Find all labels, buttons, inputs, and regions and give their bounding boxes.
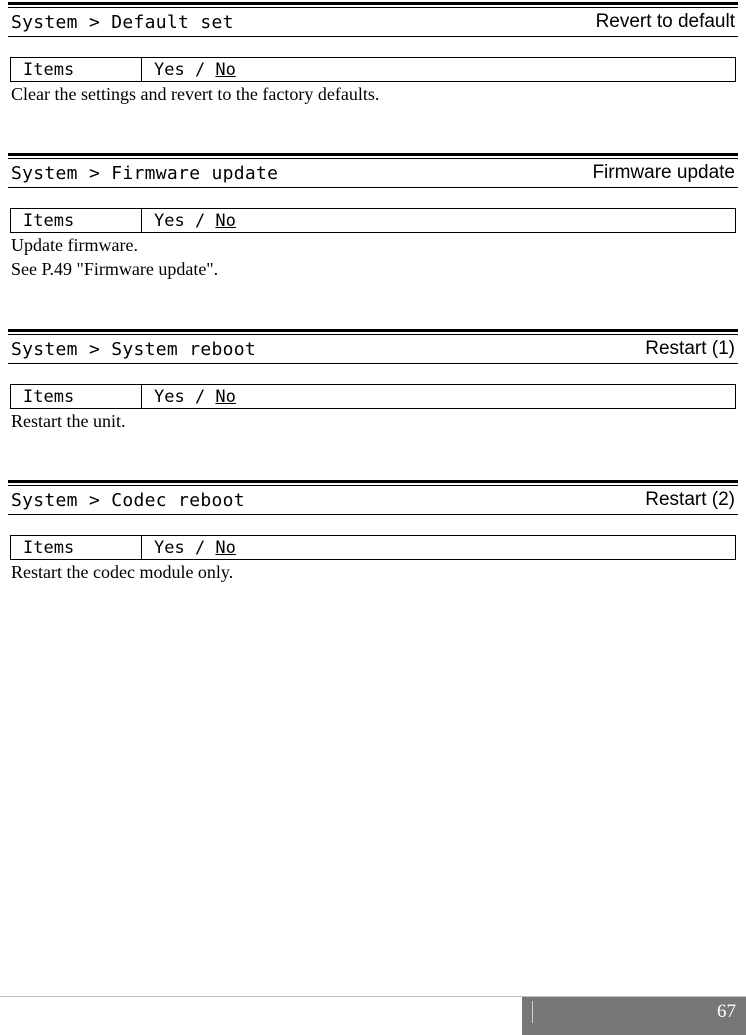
section-system-reboot <box>8 329 738 433</box>
items-value <box>142 209 736 233</box>
menu-path: System > Codec reboot <box>11 490 245 511</box>
items-table <box>10 208 736 233</box>
section-codec-reboot <box>8 480 738 584</box>
section-title: Revert to default <box>595 11 735 32</box>
items-label: Items <box>11 58 142 82</box>
items-value <box>142 58 736 82</box>
menu-path: System > Firmware update <box>11 163 279 184</box>
table-row <box>11 58 736 82</box>
items-label: Items <box>11 209 142 233</box>
section-header <box>8 486 738 515</box>
section-header <box>8 159 738 188</box>
menu-path: System > System reboot <box>11 339 257 360</box>
description-line: See P.49 "Firmware update". <box>11 259 219 279</box>
page-number-divider <box>532 1001 533 1023</box>
section-description <box>11 82 738 106</box>
value-no: No <box>215 59 236 80</box>
value-yes: Yes / <box>154 210 216 231</box>
description-line: Clear the settings and revert to the factory defaults. <box>11 84 380 104</box>
page-number: 67 <box>717 1001 736 1022</box>
section-header <box>8 335 738 364</box>
page-number-box <box>522 997 746 1035</box>
value-yes: Yes / <box>154 386 216 407</box>
table-row <box>11 385 736 409</box>
items-table <box>10 57 736 82</box>
items-value <box>142 536 736 560</box>
value-yes: Yes / <box>154 59 216 80</box>
description-line: Restart the unit. <box>11 411 126 431</box>
section-title: Restart (2) <box>645 489 735 510</box>
items-table <box>10 384 736 409</box>
section-title: Firmware update <box>592 162 735 183</box>
items-table <box>10 535 736 560</box>
description-line: Update firmware. <box>11 235 138 255</box>
value-no: No <box>215 210 236 231</box>
section-firmware-update <box>8 153 738 281</box>
value-no: No <box>215 537 236 558</box>
section-description <box>11 233 738 281</box>
table-row <box>11 209 736 233</box>
items-value <box>142 385 736 409</box>
table-row <box>11 536 736 560</box>
section-header <box>8 8 738 37</box>
section-description <box>11 560 738 584</box>
value-no: No <box>215 386 236 407</box>
items-label: Items <box>11 536 142 560</box>
section-title: Restart (1) <box>645 338 735 359</box>
menu-path: System > Default set <box>11 12 234 33</box>
section-description <box>11 409 738 433</box>
value-yes: Yes / <box>154 537 216 558</box>
description-line: Restart the codec module only. <box>11 562 234 582</box>
section-default-set <box>8 2 738 106</box>
items-label: Items <box>11 385 142 409</box>
